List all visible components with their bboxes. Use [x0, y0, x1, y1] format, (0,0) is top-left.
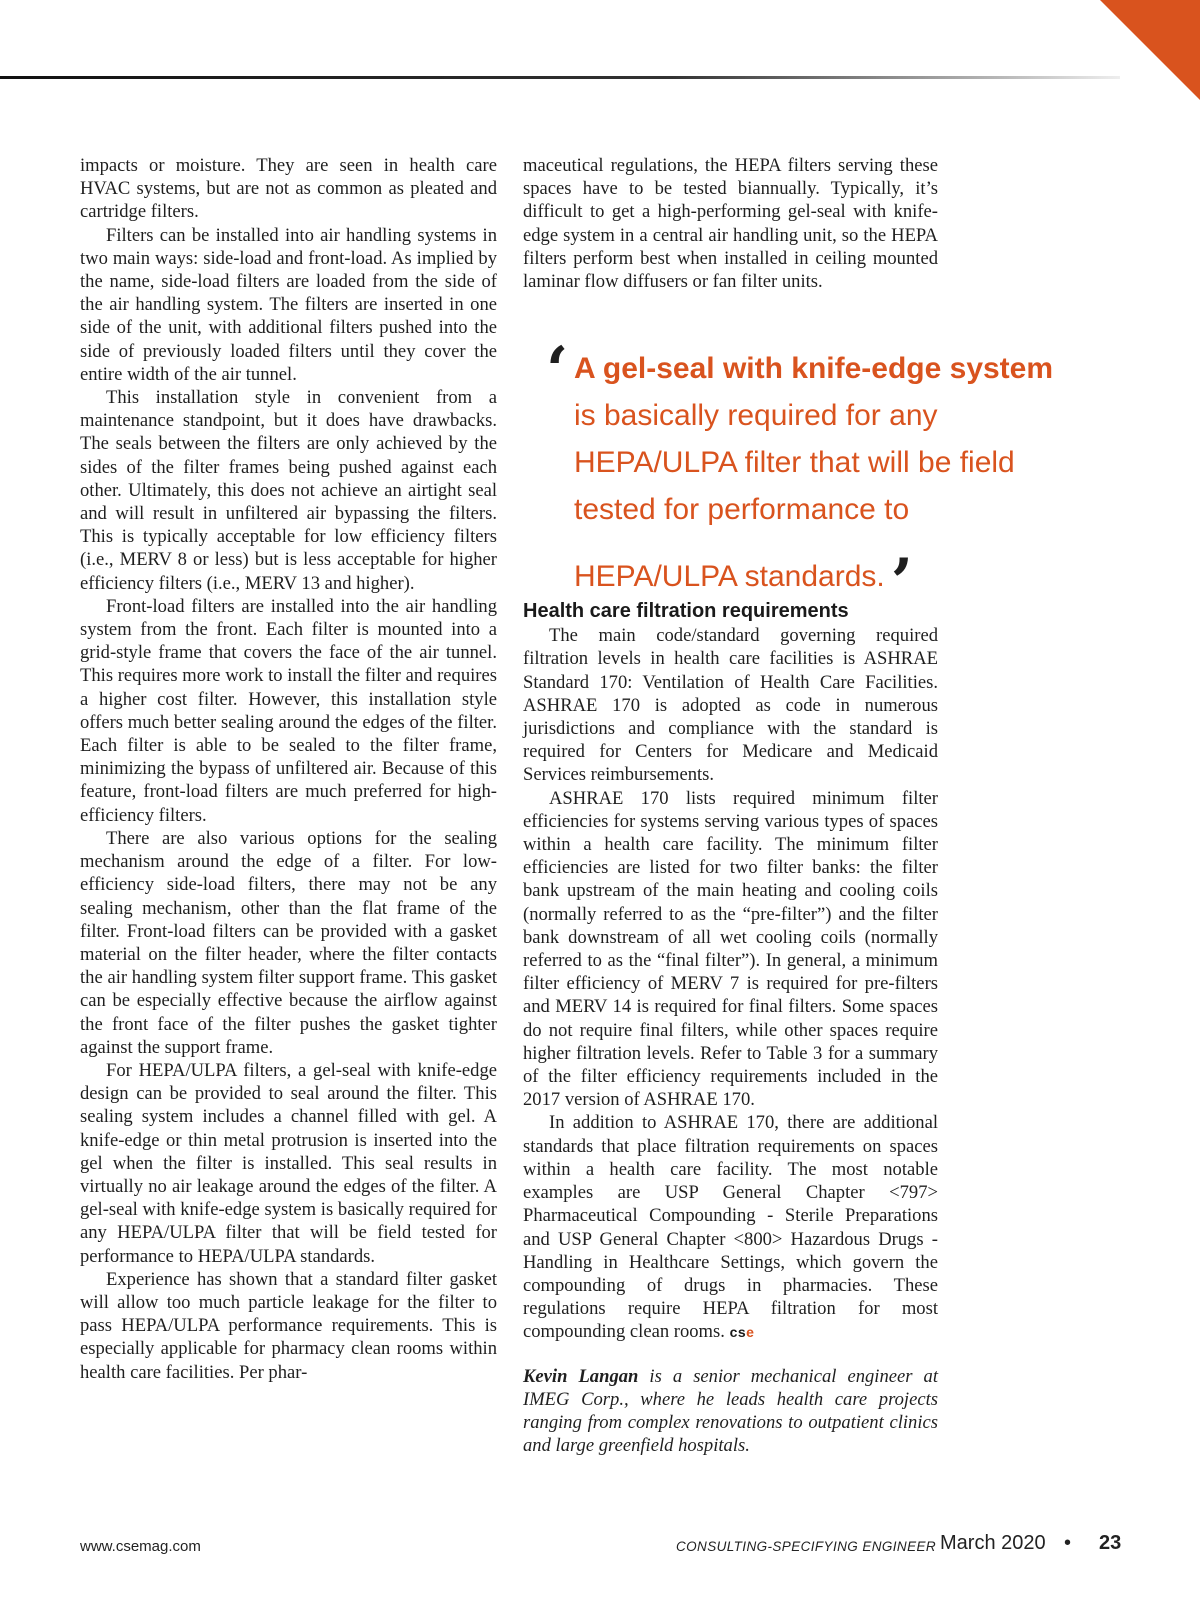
paragraph-text: In addition to ASHRAE 170, there are additional standards that place filtration requirements on spaces within a health care facility. The most notable examples are USP General Chapter <797> Pharmaceutical Compounding - Sterile Preparations and USP General Chapter <800> Hazardous Drugs - Handling in Healthcare Settings, which govern the compounding of drugs in pharmacies. These regulations require HEPA filtration for most compounding clean rooms. — [523, 1112, 938, 1343]
section-heading: Health care filtration requirements — [523, 600, 849, 623]
pull-quote-first-line: A gel-seal with knife-edge system — [574, 352, 1054, 385]
page-footer — [0, 1532, 1200, 1560]
footer-url[interactable]: www.csemag.com — [80, 1538, 201, 1555]
close-quote-mark: ’ — [890, 545, 913, 620]
footer-publication: CONSULTING-SPECIFYING ENGINEER — [676, 1539, 937, 1554]
header-rule — [0, 76, 1120, 79]
open-quote-mark: ‘ — [546, 333, 569, 408]
paragraph: ASHRAE 170 lists required minimum filter efficiencies for systems serving various types of spaces within a health care facility. The minimum filter efficiencies are listed for two filter banks: the filter bank upstream of the main heating and cooling coils (normally referred to as the “pre-filter”) and the filter bank downstream of all wet cooling coils (normally referred to as the “final filter”). In general, a minimum filter efficiency of MERV 7 is required for pre-filters and MERV 14 is required for final filters. Some spaces do not require final filters, while other spaces require higher filtration levels. Refer to Table 3 for a summary of the filter efficiency requirements included in the 2017 version of ASHRAE 170. — [523, 787, 938, 1111]
page-number: 23 — [1099, 1532, 1122, 1554]
author-bio — [523, 1365, 938, 1458]
paragraph — [523, 1111, 938, 1344]
paragraph: There are also various options for the sealing mechanism around the edge of a filter. For low-efficiency side-load filters, there may not be any sealing mechanism, other than the flat frame of the filter. Front-load filters can be provided with a gasket material on the filter header, where the filter contacts the air handling system filter support frame. This gasket can be especially effective because the airflow against the front face of the filter pushes the gasket tighter against the support frame. — [80, 827, 497, 1058]
author-bio-text: is a senior mechanical engineer at IMEG Corp., where he leads health care projects ranging from complex renovations to outpatient clinics and large greenfield hospitals. — [523, 1365, 939, 1457]
paragraph: For HEPA/ULPA filters, a gel-seal with knife-edge design can be provided to seal around the filter. This sealing system includes a channel filled with gel. A knife-edge or thin metal protrusion is inserted into the gel when the filter is installed. This seal results in virtually no air leakage around the edges of the filter. A gel-seal with knife-edge system is basically required for any HEPA/ULPA filter that will be field tested for performance to HEPA/ULPA standards. — [80, 1059, 497, 1267]
paragraph: Front-load filters are installed into the air handling system from the front. Each filter is mounted into a grid-style frame that covers the face of the air tunnel. This requires more work to install the filter and requires a higher cost filter. However, this installation style offers much better sealing around the edges of the filter. Each filter is able to be sealed to the filter frame, minimizing the bypass of unfiltered air. Because of this feature, front-load filters are much preferred for high-efficiency filters. — [80, 595, 497, 826]
paragraph: Experience has shown that a standard filter gasket will allow too much particle leakage for the filter to pass HEPA/ULPA performance requirements. This is especially applicable for pharmacy clean rooms within health care facilities. Per phar- — [80, 1268, 497, 1383]
paragraph: The main code/standard governing required filtration levels in health care facilities is ASHRAE Standard 170: Ventilation of Health Care Facilities. ASHRAE 170 is adopted as code in numerous jurisdictions and compliance with the standard is required for Centers for Medicare and Medicaid Services reimbursements. — [523, 625, 938, 786]
paragraph: maceutical regulations, the HEPA filters serving these spaces have to be tested biannually. Typically, it’s difficult to get a high-performing gel-seal with knife-edge system in a central air handling unit, so the HEPA filters perform best when installed in ceiling mounted laminar flow diffusers or fan filter units. — [523, 155, 938, 293]
footer-bullet: • — [1064, 1532, 1072, 1554]
pull-quote-rest: is basically required for any HEPA/ULPA filter that will be field tested for performance to HEPA/ULPA standards. — [574, 399, 1015, 593]
footer-date: March 2020 — [940, 1532, 1046, 1554]
end-mark: cse — [729, 1324, 755, 1341]
paragraph: This installation style in convenient from a maintenance standpoint, but it does have drawbacks. The seals between the filters are only achieved by the sides of the filter frames being pushed against each other. Ultimately, this does not achieve an airtight seal and will result in unfiltered air bypassing the filters. This is typically acceptable for low efficiency filters (i.e., MERV 8 or less) but is less acceptable for higher efficiency filters (i.e., MERV 13 and higher). — [80, 387, 497, 594]
paragraph: Filters can be installed into air handling systems in two main ways: side-load and front-load. As implied by the name, side-load filters are loaded from the side of the air handling system. The filters are inserted in one side of the unit, with additional filters pushed into the side of previously loaded filters until they cover the entire width of the air tunnel. — [80, 224, 497, 385]
corner-accent — [1100, 0, 1200, 100]
left-column — [80, 154, 497, 1384]
paragraph: impacts or moisture. They are seen in health care HVAC systems, but are not as common as pleated and cartridge filters. — [80, 155, 497, 223]
author-name: Kevin Langan — [523, 1365, 639, 1387]
